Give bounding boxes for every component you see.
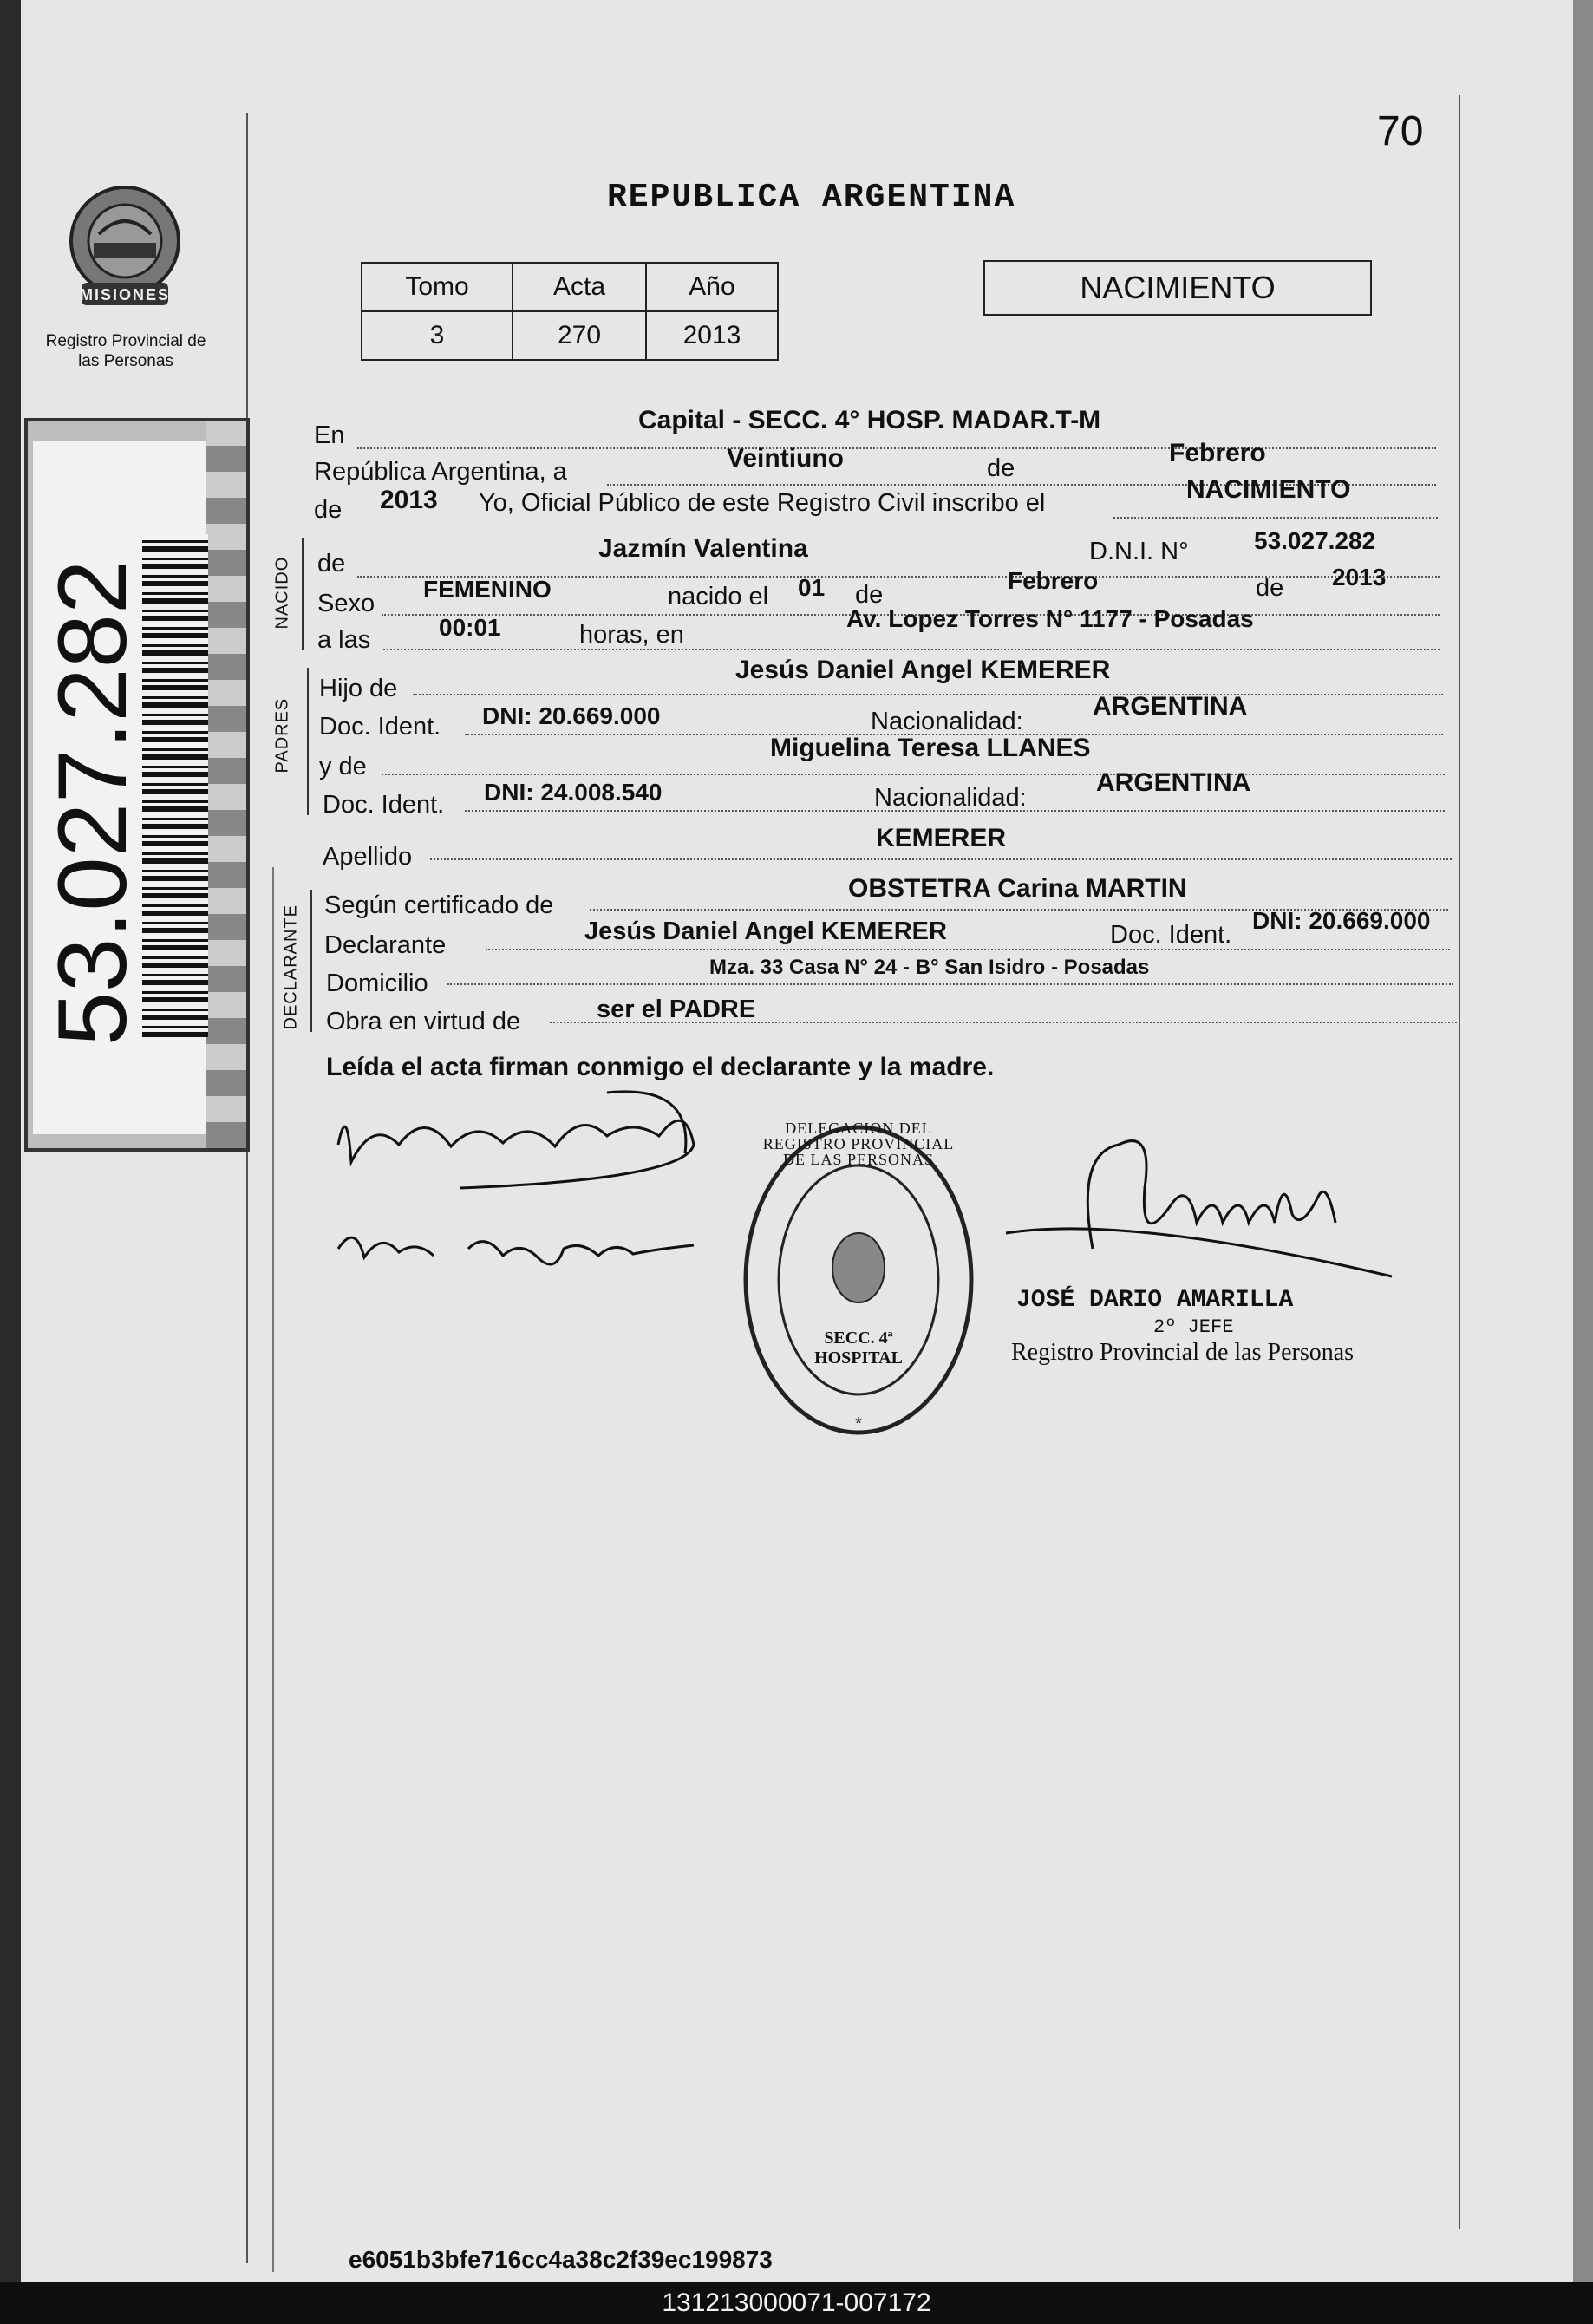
right-margin-line [1459, 95, 1460, 2229]
nacido-month-value: Febrero [1008, 567, 1099, 594]
lugar-value: Av. Lopez Torres N° 1177 - Posadas [846, 605, 1254, 632]
horas-en-label: horas, en [579, 621, 684, 649]
official-stamp [739, 1120, 978, 1439]
declarante-doc-value: DNI: 20.669.000 [1252, 907, 1431, 934]
nacido-day-value: 01 [798, 574, 826, 601]
en-label: En [314, 421, 345, 449]
document-hash: e6051b3bfe716cc4a38c2f39ec199873 [349, 2246, 773, 2273]
declarante-dotline [486, 949, 1450, 950]
register-table-row [362, 311, 778, 360]
right-page-edge [1573, 0, 1593, 2282]
signature-official-icon [997, 1119, 1396, 1283]
obra-value: ser el PADRE [597, 996, 756, 1023]
apellido-value: KEMERER [876, 824, 1007, 852]
madre-nacionalidad-label: Nacionalidad: [874, 784, 1027, 812]
sexo-value: FEMENINO [423, 576, 552, 603]
madre-value: Miguelina Teresa LLANES [770, 734, 1091, 762]
republica-label: República Argentina, a [314, 458, 567, 486]
table-header-cell: Año [646, 263, 778, 311]
de-label: de [987, 454, 1015, 482]
domicilio-dotline [447, 983, 1453, 985]
en-dotline [357, 447, 1436, 449]
certificado-label: Según certificado de [324, 891, 554, 919]
table-header-cell: Acta [513, 263, 646, 311]
declarante-bracket [310, 890, 312, 1032]
de-year-label: de [314, 496, 343, 524]
official-stamp-seal-icon [739, 1120, 978, 1439]
padre-nacionalidad-value: ARGENTINA [1093, 692, 1248, 721]
padres-bracket [307, 668, 309, 815]
domicilio-label: Domicilio [326, 969, 428, 997]
nacido-de-label: de [317, 550, 346, 578]
dni-value: 53.027.282 [1254, 527, 1376, 554]
padre-dotline [413, 694, 1443, 695]
nacido-year-value: 2013 [1332, 564, 1387, 591]
barcode-security-pattern [206, 421, 246, 1148]
y-de-label: y de [319, 753, 367, 780]
svg-text:*: * [855, 1414, 862, 1433]
act-type-box: NACIMIENTO [983, 260, 1372, 316]
nacido-bracket [302, 538, 304, 650]
certificado-value: OBSTETRA Carina MARTIN [848, 874, 1187, 903]
hora-dotline [383, 649, 1440, 650]
madre-doc-label: Doc. Ident. [323, 791, 445, 819]
nacido-section-label: NACIDO [272, 556, 292, 630]
hijo-de-label: Hijo de [319, 675, 398, 702]
barcode-label [24, 418, 250, 1152]
stamp-inner-text: SECC. 4ª HOSPITAL [814, 1328, 903, 1368]
closing-statement: Leída el acta firman conmigo el declarante y la madre. [326, 1053, 995, 1081]
inner-margin-line [272, 867, 274, 2272]
declarante-doc-label: Doc. Ident. [1110, 921, 1232, 949]
hora-value: 00:01 [439, 614, 501, 641]
official-title: 2º JEFE [1153, 1316, 1234, 1338]
logo-ribbon-text: MISIONES [80, 286, 171, 304]
table-cell-acta: 270 [513, 311, 646, 360]
nacido-de-year-label: de [1256, 574, 1284, 602]
official-office: Registro Provincial de las Personas [1011, 1339, 1355, 1366]
table-cell-anio: 2013 [646, 311, 778, 360]
page-title: REPUBLICA ARGENTINA [607, 179, 1016, 216]
register-table-header [362, 263, 778, 311]
declarante-section-label: DECLARANTE [281, 904, 301, 1030]
declarante-label: Declarante [324, 931, 447, 959]
stamp-arc-text: DELEGACION DEL REGISTRO PROVINCIAL DE LAS PERSONAS [762, 1120, 955, 1168]
madre-doc-value: DNI: 24.008.540 [484, 779, 663, 806]
obra-label: Obra en virtud de [326, 1008, 521, 1035]
child-name-value: Jazmín Valentina [598, 534, 808, 563]
day-value: Veintiuno [727, 444, 844, 473]
official-name: JOSÉ DARIO AMARILLA [1016, 1287, 1294, 1314]
province-logo [55, 173, 194, 321]
a-las-label: a las [317, 626, 371, 654]
register-table [361, 262, 779, 361]
padre-doc-label: Doc. Ident. [319, 713, 441, 741]
left-binding-edge [0, 0, 21, 2282]
table-header-cell: Tomo [362, 263, 513, 311]
inscribe-value: NACIMIENTO [1186, 475, 1351, 504]
padres-section-label: PADRES [272, 697, 292, 774]
footer-id: 131213000071-007172 [0, 2282, 1593, 2324]
padre-doc-value: DNI: 20.669.000 [482, 702, 661, 729]
madre-nacionalidad-value: ARGENTINA [1096, 768, 1251, 797]
page-number: 70 [1377, 108, 1424, 154]
domicilio-value: Mza. 33 Casa N° 24 - B° San Isidro - Posadas [709, 956, 1150, 979]
nacido-el-label: nacido el [668, 583, 769, 610]
madre-dotline [382, 774, 1445, 775]
inscribe-dotline [1113, 517, 1438, 519]
padre-nacionalidad-label: Nacionalidad: [871, 708, 1023, 735]
oficial-text: Yo, Oficial Público de este Registro Civil inscribo el [479, 489, 1046, 517]
table-cell-tomo: 3 [362, 311, 513, 360]
en-value: Capital - SECC. 4° HOSP. MADAR.T-M [638, 406, 1101, 434]
dni-label: D.N.I. N° [1089, 538, 1189, 565]
apellido-dotline [430, 858, 1452, 860]
padre-value: Jesús Daniel Angel KEMERER [735, 656, 1111, 684]
logo-caption: Registro Provincial de las Personas [45, 332, 206, 370]
month-value: Febrero [1169, 439, 1266, 467]
apellido-label: Apellido [323, 843, 413, 871]
year-value: 2013 [380, 486, 438, 514]
nacido-de-month-label: de [855, 581, 884, 609]
declarante-value: Jesús Daniel Angel KEMERER [584, 917, 947, 945]
sexo-label: Sexo [317, 590, 375, 617]
barcode-number: 53.027.282 [38, 559, 147, 1047]
signature-mother-icon [330, 1214, 711, 1283]
barcode-icon [142, 534, 208, 1037]
